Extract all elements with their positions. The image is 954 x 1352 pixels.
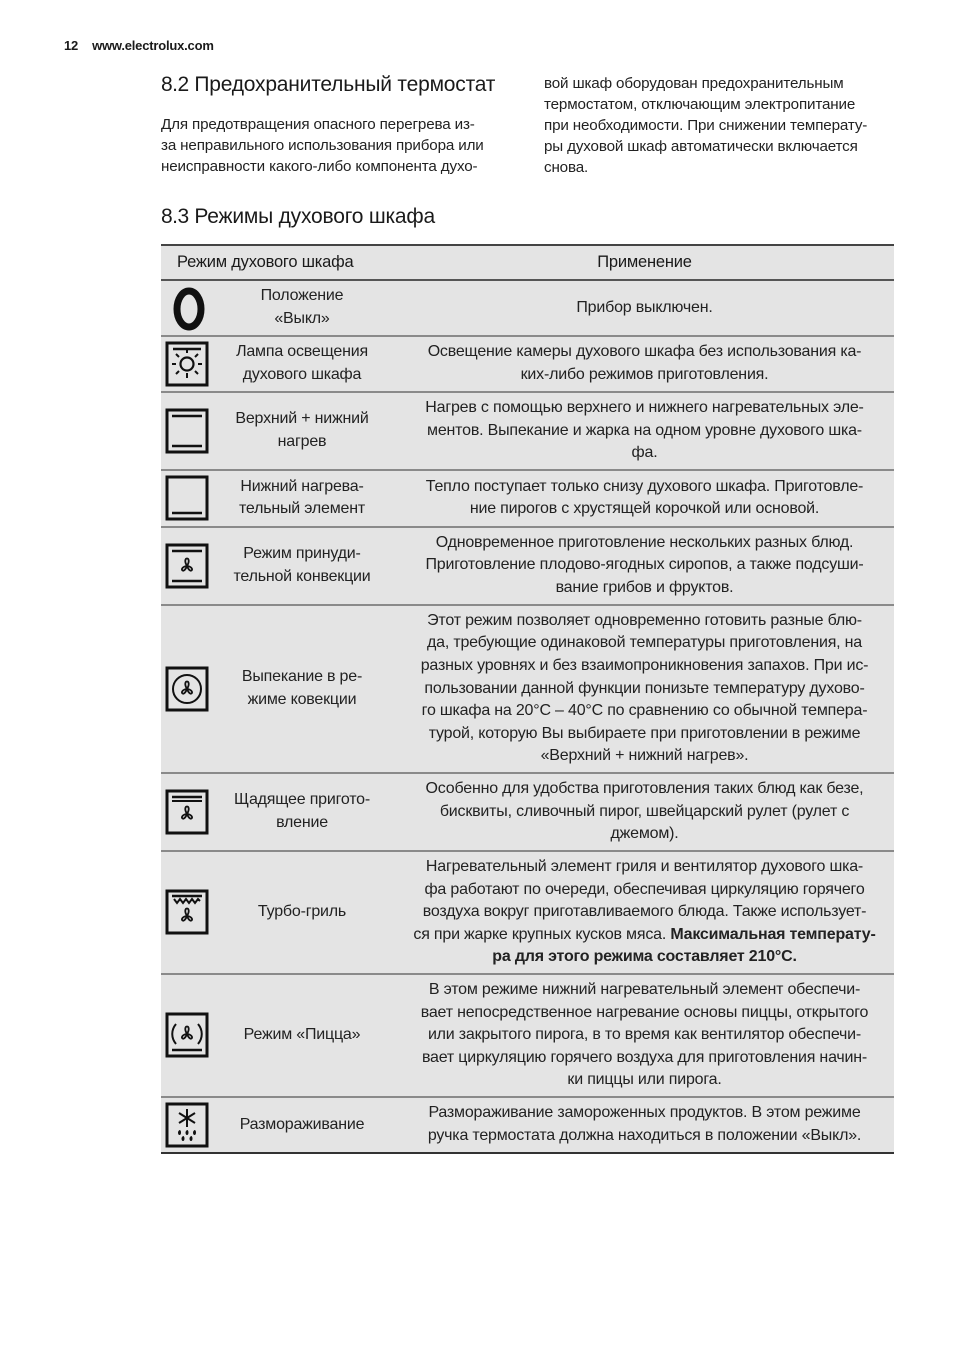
mode-usage: [395, 605, 894, 773]
table-row: [161, 851, 894, 974]
table-row: [161, 1097, 894, 1153]
table-row: [161, 280, 894, 336]
table-row: [161, 773, 894, 851]
mode-name: [209, 851, 395, 974]
oven-modes-table: [161, 244, 894, 1154]
max-temp-note: ра для этого режима составляет 210°C.: [492, 948, 797, 966]
section-82-text-right: [544, 73, 867, 178]
text-line: вой шкаф оборудован предохранительным: [544, 75, 844, 92]
text-line: вание грибов и фруктов.: [555, 579, 734, 597]
section-83-heading: Режимы духового шкафа: [194, 205, 435, 228]
text-line: ручка термостата должна находиться в положении «Выкл».: [427, 1126, 862, 1144]
pizza-icon: [165, 1012, 209, 1058]
text-line: фа.: [631, 444, 658, 462]
text-line: Приготовление плодово-ягодных сиропов, а также подсуши-: [425, 556, 864, 574]
icon-cell: [161, 527, 209, 605]
mode-name: [209, 605, 395, 773]
text-line: «Верхний + нижний нагрев».: [540, 747, 749, 765]
text-line: за неправильного использования прибора или: [161, 137, 484, 154]
fan-bake-icon: [165, 543, 209, 589]
text-line: жиме ковекции: [247, 690, 357, 708]
header-mode: Режим духового шкафа: [161, 245, 395, 280]
table-row: [161, 605, 894, 773]
zero-icon: [165, 285, 209, 331]
text-line: Положение: [260, 287, 344, 305]
text-line: Нагрев с помощью верхнего и нижнего нагревательных эле-: [425, 399, 864, 416]
convection-icon: [165, 666, 209, 712]
text-line: или закрытого пирога, в то время как вентилятор обеспечи-: [427, 1026, 862, 1044]
text-line: Нагревательный элемент гриля и вентилятор духового шка-: [425, 857, 864, 875]
icon-cell: [161, 851, 209, 974]
mode-name: [209, 1097, 395, 1153]
text-line: ки пиццы или пирога.: [567, 1071, 722, 1089]
text-line: джемом).: [610, 825, 679, 843]
text-line: Этот режим позволяет одновременно готовить разные блю-: [427, 611, 862, 629]
table-row: [161, 336, 894, 392]
text-line: Размораживание замороженных продуктов. В этом режиме: [428, 1104, 861, 1122]
mode-usage: [395, 470, 894, 527]
mode-name: [209, 470, 395, 527]
text-line: Одновременное приготовление нескольких разных блюд.: [435, 533, 854, 551]
mode-name: [209, 392, 395, 470]
text-line: Особенно для удобства приготовления таких блюд как безе,: [425, 780, 864, 798]
text-line: вление: [276, 813, 328, 831]
text-line: вает циркуляцию горячего воздуха для приготовления начин-: [421, 1048, 868, 1066]
mode-name: [209, 336, 395, 392]
gentle-cook-icon: [165, 789, 209, 835]
section-82-heading: Предохранительный термостат: [194, 73, 496, 96]
text-line: неисправности какого-либо компонента духо-: [161, 158, 478, 175]
text-line: термостатом, отключающим электропитание: [544, 96, 856, 113]
table-row: [161, 974, 894, 1097]
text-line: Прибор выключен.: [576, 298, 713, 316]
text-line: Освещение камеры духового шкафа без использования ка-: [427, 343, 862, 361]
text-line: воздуха вокруг приготавливаемого блюда. Также использует-: [422, 903, 867, 921]
icon-cell: [161, 1097, 209, 1153]
mode-usage: [395, 773, 894, 851]
mode-usage: [395, 392, 894, 470]
site-url: www.electrolux.com: [92, 38, 214, 53]
text-line: тельный элемент: [238, 500, 366, 518]
text-line: го шкафа на 20°C – 40°C по сравнению со обычной темпера-: [421, 702, 868, 720]
text-line: Режим «Пицца»: [243, 1026, 361, 1044]
header-usage: Применение: [395, 245, 894, 280]
mode-usage: [395, 1097, 894, 1153]
text-line: Выпекание в ре-: [241, 668, 363, 686]
turbo-grill-icon: [165, 889, 209, 935]
page-number: 12: [64, 38, 79, 53]
mode-usage: [395, 527, 894, 605]
text-line: Щадящее пригото-: [233, 791, 370, 809]
icon-cell: [161, 392, 209, 470]
text-line: бисквиты, сливочный пирог, швейцарский рулет (рулет с: [439, 802, 850, 820]
text-line: Турбо-гриль: [257, 903, 347, 921]
page-header: [64, 38, 214, 53]
text-line: Нижний нагрева-: [240, 477, 364, 495]
icon-cell: [161, 470, 209, 527]
mode-usage: [395, 336, 894, 392]
text-line: ментов. Выпекание и жарка на одном уровне духового шка-: [427, 421, 862, 439]
text-line: ких-либо режимов приготовления.: [520, 366, 769, 383]
text-line: Размораживание: [239, 1115, 365, 1133]
icon-cell: [161, 336, 209, 392]
text-line: пользовании данной функции понизьте температуру духово-: [424, 679, 865, 697]
mode-name: [209, 280, 395, 336]
mode-name: [209, 773, 395, 851]
section-83-number: 8.3: [161, 205, 189, 228]
table-row: [161, 527, 894, 605]
top-bottom-heat-icon: [165, 408, 209, 454]
section-82-title: [161, 73, 495, 97]
text-line: Режим принуди-: [243, 545, 361, 563]
section-82-text-left: [161, 114, 484, 177]
icon-cell: [161, 773, 209, 851]
text-normal: ся при жарке крупных кусков мяса.: [413, 925, 671, 943]
text-line: ры духовой шкаф автоматически включается: [544, 138, 858, 155]
icon-cell: [161, 605, 209, 773]
text-line: турой, которую Вы выбираете при приготовлении в режиме: [428, 724, 861, 742]
text-line: В этом режиме нижний нагревательный элемент обеспечи-: [428, 980, 861, 998]
text-line: Лампа освещения: [236, 343, 368, 361]
text-line: «Выкл»: [274, 310, 330, 327]
text-line: разных уровнях и без взаимопроникновения запахов. При ис-: [420, 656, 869, 674]
mode-usage: [395, 851, 894, 974]
text-line: да, требующие одинаковой температуры приготовления, на: [427, 634, 862, 652]
mode-usage: [395, 974, 894, 1097]
text-line: Тепло поступает только снизу духового шкафа. Приготовле-: [425, 477, 864, 495]
icon-cell: [161, 280, 209, 336]
text-line: тельной конвекции: [233, 567, 371, 585]
lamp-icon: [165, 341, 209, 387]
table-header-row: [161, 245, 894, 280]
text-line: фа работают по очереди, обеспечивая циркуляцию горячего: [424, 880, 865, 898]
mode-usage: [395, 280, 894, 336]
icon-cell: [161, 974, 209, 1097]
text-line: нагрев: [277, 432, 327, 450]
bottom-heat-icon: [165, 475, 209, 521]
defrost-icon: [165, 1102, 209, 1148]
text-line: ние пирогов с хрустящей корочкой или основой.: [469, 500, 820, 518]
table-row: [161, 470, 894, 527]
text-line: вает непосредственное нагревание основы пиццы, открытого: [420, 1003, 869, 1021]
text-line: Верхний + нижний: [235, 410, 369, 428]
text-line: Для предотвращения опасного перегрева из-: [161, 116, 475, 133]
text-line: духового шкафа: [242, 366, 362, 383]
mode-name: [209, 527, 395, 605]
text-line: при необходимости. При снижении температу-: [544, 117, 868, 134]
section-82-number: 8.2: [161, 73, 189, 96]
table-row: [161, 392, 894, 470]
text-line: [403, 924, 886, 947]
mode-name: [209, 974, 395, 1097]
text-line: снова.: [544, 159, 589, 176]
section-83-title: [161, 205, 435, 229]
max-temp-note: Максимальная температу-: [670, 925, 876, 943]
